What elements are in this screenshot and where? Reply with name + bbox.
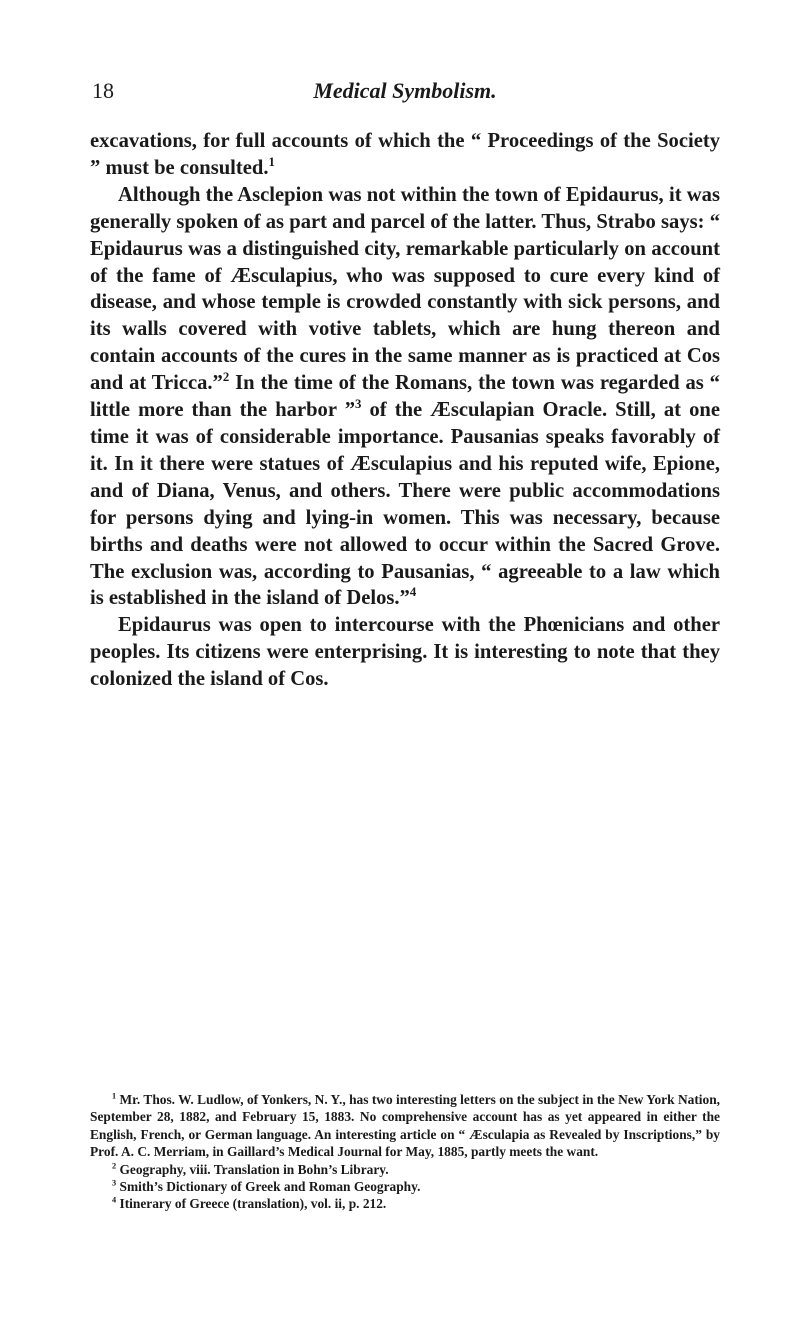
footnote-reference: 1 xyxy=(268,155,275,170)
footnotes xyxy=(90,1091,720,1213)
footnote-mark: 2 xyxy=(112,1161,117,1171)
body-paragraph xyxy=(90,612,720,693)
page-header xyxy=(92,78,718,118)
paragraph-text: In the time of the Romans, the town was regarded as “ little more than the harbor ” xyxy=(90,372,720,422)
body-text xyxy=(90,128,720,693)
footnote-mark: 4 xyxy=(112,1195,117,1205)
footnote-reference: 4 xyxy=(409,585,417,600)
running-title: Medical Symbolism. xyxy=(313,78,497,103)
footnote-mark: 1 xyxy=(112,1091,117,1101)
footnote xyxy=(90,1091,720,1161)
footnote-reference: 3 xyxy=(355,397,362,412)
paragraph-text: of the Æsculapian Oracle. Still, at one time it was of considerable importance. Pausanias speaks favorably of it. In it there were statues of Æsculapius and his reputed wife, Epione, and of Diana, Venus, and others. There were public accommodations for persons dying and lying-in women. This was necessary, because births and deaths were not allowed to occur within the Sacred Grove. The exclusion was, according to Pausanias, “ agreeable to a law which is established in the island of Delos.” xyxy=(90,399,720,610)
page-number: 18 xyxy=(92,78,114,103)
footnote-mark: 3 xyxy=(112,1178,117,1188)
body-paragraph xyxy=(90,128,720,182)
paragraph-text: Although the Asclepion was not within the town of Epidaurus, it was generally spoken of as part and parcel of the latter. Thus, Strabo says: “ Epidaurus was a distinguished city, remarkable particularly on account of the fame of Æsculapius, who was supposed to cure every kind of disease, and whose temple is crowded constantly with sick persons, and its walls covered with votive tablets, which are hung thereon and contain accounts of the cures in the same manner as is practiced at Cos and at Tricca.” xyxy=(90,183,720,395)
footnote-text: Smith’s Dictionary of Greek and Roman Geography. xyxy=(116,1179,421,1195)
footnote-text: Mr. Thos. W. Ludlow, of Yonkers, N. Y., has two interesting letters on the subject in the New York Nation, September 28, 1882, and February 15, 1883. No comprehensive account has as yet appeared in either the English, French, or German language. An interesting article on “ Æsculapia as Revealed by Inscriptions,” by Prof. A. C. Merriam, in Gaillard’s Medical Journal for May, 1885, partly meets the want. xyxy=(90,1092,720,1160)
footnote-text: Geography, viii. Translation in Bohn’s Library. xyxy=(116,1161,389,1177)
footnote-text: Itinerary of Greece (translation), vol. ii, p. 212. xyxy=(116,1196,387,1212)
footnote-reference: 2 xyxy=(222,370,230,385)
paragraph-text: excavations, for full accounts of which the “ Proceedings of the Society ” must be consulted. xyxy=(90,130,720,179)
footnote xyxy=(90,1195,720,1212)
paragraph-text: Epidaurus was open to intercourse with the Phœnicians and other peoples. Its citizens were enterprising. It is interesting to note that they colonized the island of Cos. xyxy=(90,614,720,691)
body-paragraph xyxy=(90,182,720,613)
footnote xyxy=(90,1178,720,1195)
footnote xyxy=(90,1161,720,1178)
